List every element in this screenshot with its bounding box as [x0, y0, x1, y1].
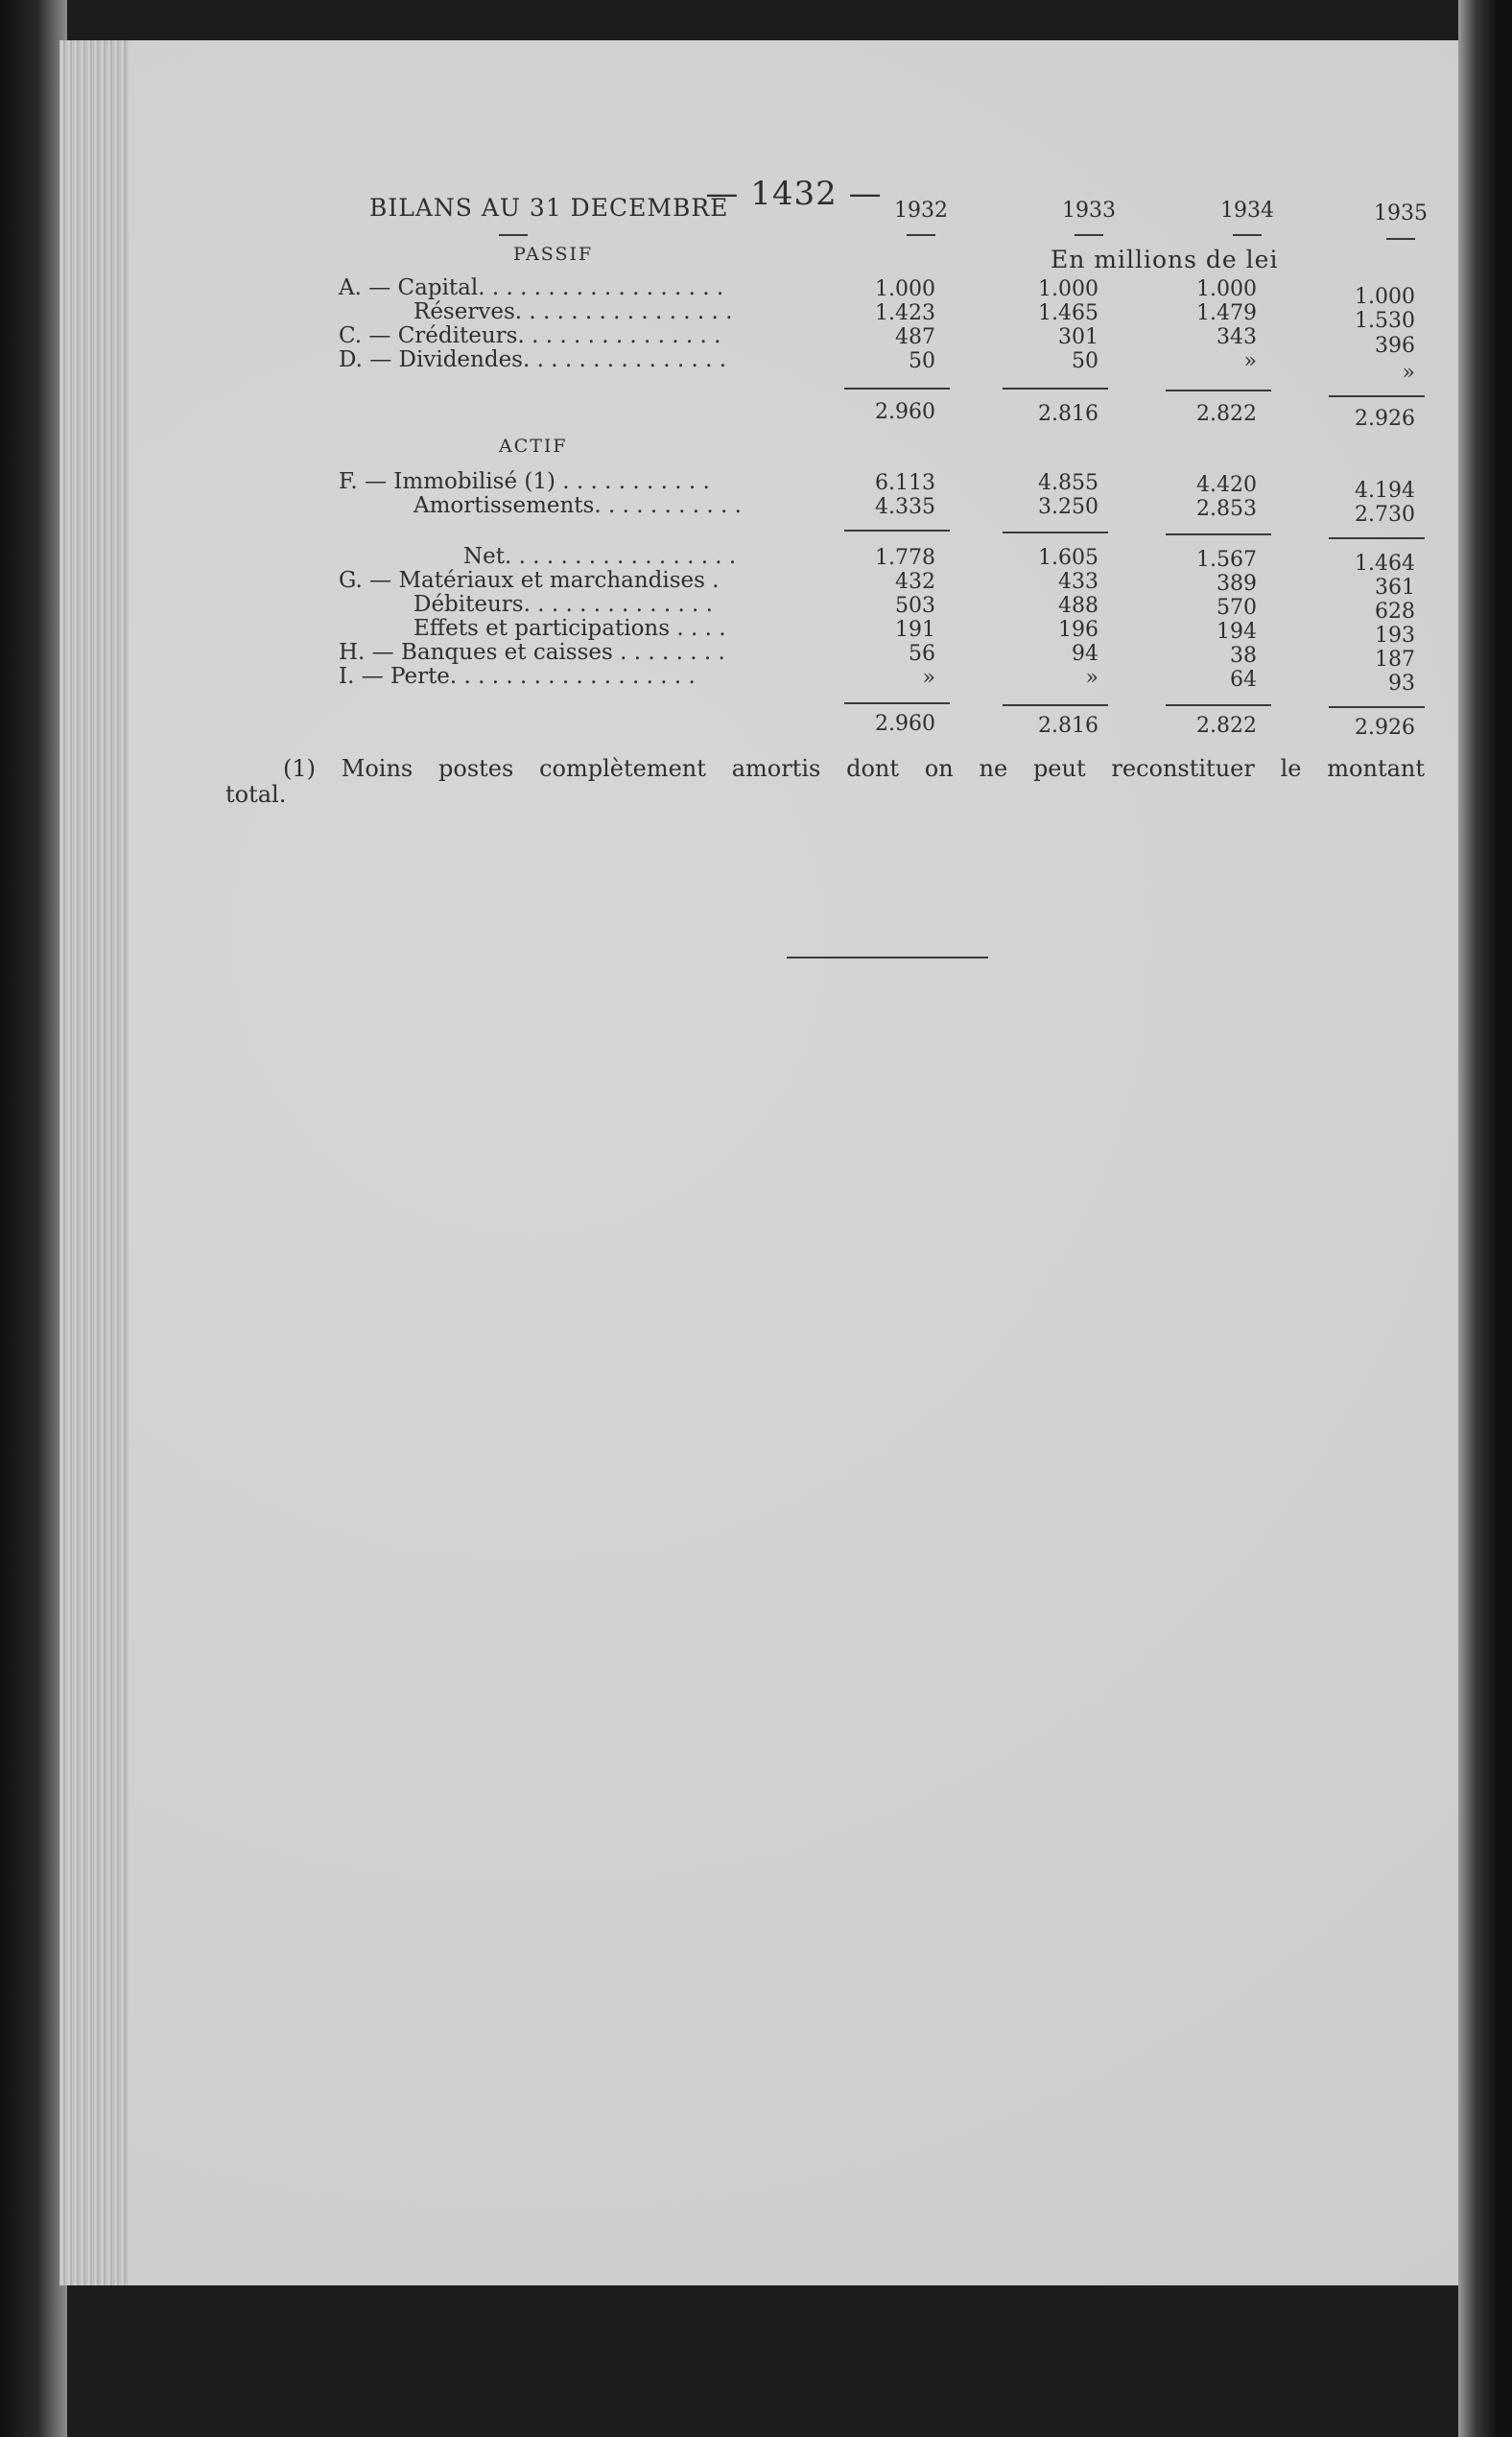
actif-cell: 94 — [1072, 642, 1099, 666]
actif-cell: 628 — [1375, 600, 1415, 624]
actif-cell: 488 — [1058, 594, 1099, 618]
actif-cell: 1.778 — [875, 546, 935, 570]
passif-cell: 1.479 — [1196, 301, 1257, 325]
year-header-1935: 1935 — [1374, 201, 1428, 225]
passif-total: 2.960 — [875, 400, 935, 424]
table-title: BILANS AU 31 DECEMBRE — [369, 194, 729, 222]
section-end-rule — [787, 957, 988, 958]
year-header-1933: 1933 — [1062, 199, 1116, 223]
passif-total-rule — [1166, 390, 1271, 391]
passif-cell: 1.000 — [1038, 277, 1099, 301]
passif-cell: 1.530 — [1355, 309, 1415, 333]
unit-label: En millions de lei — [1051, 246, 1279, 273]
passif-cell: 343 — [1217, 325, 1257, 349]
actif-row-label: Débiteurs. . . . . . . . . . . . . . — [413, 592, 713, 617]
actif-cell: 191 — [895, 618, 935, 642]
actif-cell: 38 — [1230, 644, 1257, 668]
passif-cell: 1.423 — [875, 301, 935, 325]
actif-cell: 389 — [1217, 572, 1257, 596]
passif-row-label: D. — Dividendes. . . . . . . . . . . . . . . — [339, 347, 727, 372]
actif-cell: 193 — [1375, 624, 1415, 648]
passif-cell: 1.000 — [1355, 285, 1415, 309]
year-header-1932: 1932 — [894, 199, 948, 223]
actif-row-label: Effets et participations . . . . — [413, 616, 726, 641]
actif-total: 2.926 — [1355, 716, 1415, 740]
actif-cell: 1.567 — [1196, 548, 1257, 572]
passif-heading: PASSIF — [513, 244, 594, 265]
actif-heading: ACTIF — [499, 436, 568, 457]
actif-cell: 2.853 — [1196, 497, 1257, 521]
net-rule — [844, 530, 950, 532]
actif-total-rule — [1166, 704, 1271, 706]
actif-total-rule — [1329, 706, 1425, 708]
year-dash-1934 — [1233, 234, 1262, 236]
actif-cell: 503 — [895, 594, 935, 618]
actif-row-label: F. — Immobilisé (1) . . . . . . . . . . . — [339, 469, 710, 494]
actif-cell: 361 — [1375, 576, 1415, 600]
actif-row-label: H. — Banques et caisses . . . . . . . . — [339, 640, 725, 665]
actif-row-label: I. — Perte. . . . . . . . . . . . . . . . . . — [339, 664, 696, 689]
passif-total: 2.816 — [1038, 402, 1099, 426]
passif-cell: 396 — [1375, 334, 1415, 358]
actif-total: 2.822 — [1196, 714, 1257, 738]
passif-cell: 50 — [909, 349, 935, 373]
actif-cell: 432 — [895, 570, 935, 594]
right-page-edge — [1458, 0, 1512, 2437]
passif-row-label: A. — Capital. . . . . . . . . . . . . . . . . . — [339, 275, 724, 300]
actif-total: 2.960 — [875, 712, 935, 736]
actif-cell: 4.194 — [1355, 479, 1415, 503]
actif-total: 2.816 — [1038, 714, 1099, 738]
title-dash — [499, 234, 528, 236]
footnote-line-1: (1) Moins postes complètement amortis dont on ne peut reconstituer le montant — [283, 755, 1425, 782]
actif-cell: 1.464 — [1355, 552, 1415, 576]
net-rule — [1166, 533, 1271, 535]
actif-cell: 56 — [909, 642, 935, 666]
net-rule — [1329, 537, 1425, 539]
actif-cell: » — [922, 666, 935, 690]
year-dash-1933 — [1075, 234, 1103, 236]
passif-cell: 1.465 — [1038, 301, 1099, 325]
actif-cell: 194 — [1217, 620, 1257, 644]
passif-total-rule — [844, 388, 950, 390]
passif-row-label: C. — Créditeurs. . . . . . . . . . . . . . . — [339, 323, 721, 348]
document-page — [130, 40, 1458, 2285]
passif-cell: 1.000 — [875, 277, 935, 301]
actif-cell: 4.420 — [1196, 473, 1257, 497]
passif-cell: 487 — [895, 325, 935, 349]
year-dash-1935 — [1386, 238, 1415, 240]
passif-total-rule — [1329, 395, 1425, 397]
actif-cell: 4.855 — [1038, 471, 1099, 495]
passif-row-label: Réserves. . . . . . . . . . . . . . . . — [413, 299, 733, 324]
book-binding-edge — [0, 0, 67, 2437]
passif-cell: 1.000 — [1196, 277, 1257, 301]
actif-cell: 64 — [1230, 668, 1257, 692]
passif-cell: » — [1243, 349, 1257, 373]
passif-total: 2.926 — [1355, 407, 1415, 431]
actif-row-label: Net. . . . . . . . . . . . . . . . . — [463, 544, 737, 569]
actif-total-rule — [1003, 704, 1108, 706]
passif-cell: » — [1402, 361, 1415, 385]
actif-cell: » — [1085, 666, 1099, 690]
passif-cell: 301 — [1058, 325, 1099, 349]
actif-cell: 570 — [1217, 596, 1257, 620]
passif-total-rule — [1003, 388, 1108, 390]
actif-cell: 187 — [1375, 648, 1415, 672]
actif-row-label: Amortissements. . . . . . . . . . . — [413, 493, 742, 518]
actif-cell: 93 — [1388, 672, 1415, 696]
passif-total: 2.822 — [1196, 402, 1257, 426]
actif-cell: 4.335 — [875, 495, 935, 519]
year-dash-1932 — [907, 234, 935, 236]
actif-row-label: G. — Matériaux et marchandises . — [339, 568, 720, 593]
year-header-1934: 1934 — [1220, 199, 1274, 223]
footnote-line-2: total. — [225, 781, 287, 808]
page-number: — 1432 — — [705, 175, 883, 213]
actif-cell: 433 — [1058, 570, 1099, 594]
actif-cell: 196 — [1058, 618, 1099, 642]
passif-cell: 50 — [1072, 349, 1099, 373]
actif-cell: 2.730 — [1355, 503, 1415, 527]
actif-total-rule — [844, 702, 950, 704]
actif-cell: 3.250 — [1038, 495, 1099, 519]
net-rule — [1003, 532, 1108, 533]
actif-cell: 6.113 — [875, 471, 935, 495]
actif-cell: 1.605 — [1038, 546, 1099, 570]
